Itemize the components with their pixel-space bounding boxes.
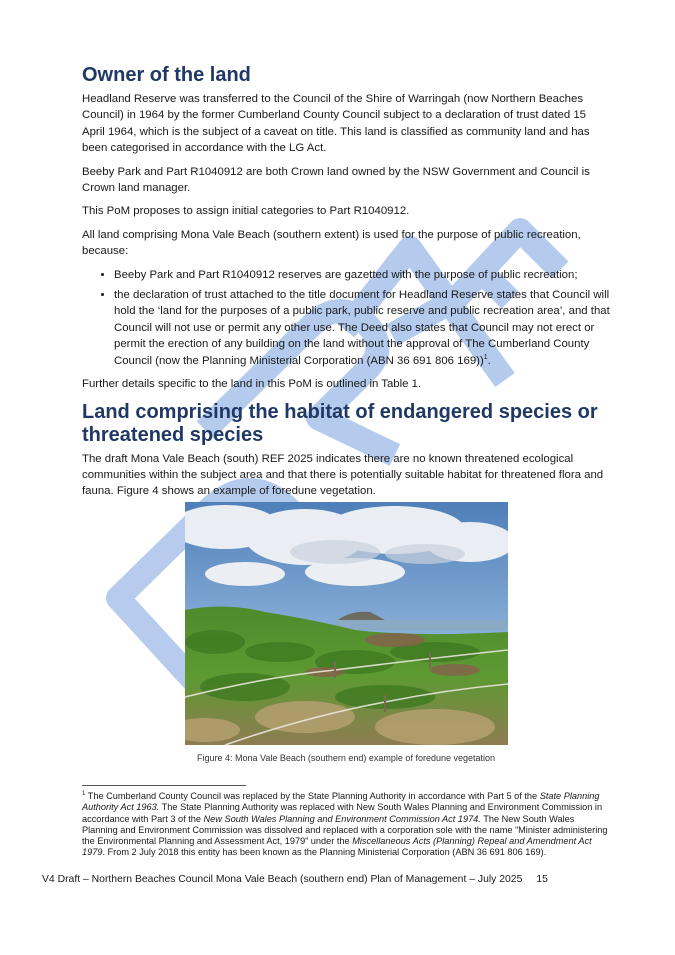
page-number: 15 (536, 874, 548, 885)
paragraph-public-recreation: All land comprising Mona Vale Beach (southern extent) is used for the purpose of public recreation, because: (82, 228, 581, 258)
footnote-text-1: The Cumberland County Council was replaced by the State Planning Authority in accordance with Part 5 of the (85, 791, 540, 801)
footnote-text-4: . From 2 July 2018 this entity has been known as the Planning Ministerial Corporation (ABN 36 691 806 169). (102, 847, 547, 858)
bullet-declaration-text: the declaration of trust attached to the title document for Headland Reserve states that Council will hold the ‘land for the purposes of a public park, public reserve and public recreation area’, and that Council will not use or permit any other use. The Deed also states that Council may not erect or permit the erection of any building on the land without the approval of The Cumberland County Council (now the Planning Ministerial Corporation (ABN 36 691 806 169)) (114, 289, 610, 367)
footnote-act-1979: Miscellaneous Acts (Planning) Repeal and Amendment Act 1979 (82, 836, 592, 858)
footnote-separator (82, 785, 246, 786)
footnote-marker: 1 (82, 790, 86, 797)
heading-owner-of-the-land: Owner of the land (82, 64, 251, 86)
bullet-declaration-of-trust (114, 287, 610, 369)
bullet-gazetted: • Beeby Park and Part R1040912 reserves are gazetted with the purpose of public recreation; (114, 267, 610, 283)
heading-habitat-threatened-species: Land comprising the habitat of endangered species or threatened species (82, 400, 598, 446)
figure-caption: Figure 4: Mona Vale Beach (southern end) example of foredune vegetation (196, 753, 496, 763)
footnote-1 (82, 791, 612, 859)
main-content (82, 64, 610, 507)
page-footer (42, 873, 602, 886)
paragraph-beeby-park: Beeby Park and Part R1040912 are both Crown land owned by the NSW Government and Council is Crown land manager. (82, 165, 590, 195)
footnote-act-1963: State Planning Authority Act 1963. (82, 791, 600, 813)
foredune-vegetation-image (185, 502, 508, 745)
figure-foredune-photo (185, 502, 508, 745)
bullet-list-recreation-reasons (82, 267, 610, 369)
bullet-declaration-end: . (487, 354, 491, 367)
paragraph-pom-categories: This PoM proposes to assign initial categories to Part R1040912. (82, 205, 410, 218)
footnote-act-1974: New South Wales Planning and Environment Commission Act 1974. (203, 813, 481, 824)
footnote-text-3: The New South Wales Planning and Environment Commission was dissolved and replaced with a corporation sole with the name “Minister administering the Environmental Planning and Assessment Act, 1979” under the (82, 813, 608, 847)
paragraph-draft-ref: The draft Mona Vale Beach (south) REF 2025 indicates there are no known threatened ecological communities within the subject area and that there is potentially suitable habitat for threatened flora and fauna. Figure 4 shows an example of foredune vegetation. (82, 452, 604, 498)
footnote-text-2: The State Planning Authority was replaced with New South Wales Planning and Environment Commission in accordance with Part 3 of the (82, 802, 603, 824)
paragraph-further-details: Further details specific to the land in this PoM is outlined in Table 1. (82, 378, 422, 391)
footnote-reference-1[interactable]: 1 (483, 353, 488, 361)
paragraph-headland-reserve: Headland Reserve was transferred to the Council of the Shire of Warringah (now Northern Beaches Council) in 1964 by the former Cumberland County Council subject to a declaration of trust dated 15 April 1964, which is the subject of a caveat on title. This land is classified as community land and has been categorised in accordance with the LG Act. (82, 93, 590, 155)
footer-document-title: V4 Draft – Northern Beaches Council Mona Vale Beach (southern end) Plan of Management – July 2025 (42, 874, 523, 885)
